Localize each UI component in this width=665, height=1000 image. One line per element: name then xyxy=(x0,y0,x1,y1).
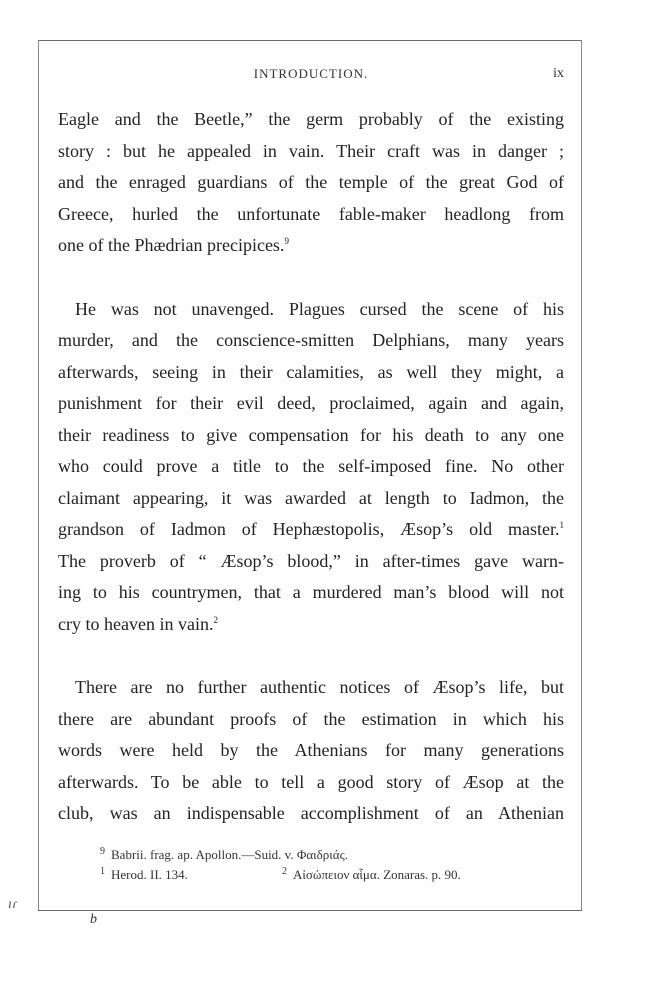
text-line: words were held by the Athenians for many generations xyxy=(58,740,564,760)
page-frame-right-rule xyxy=(581,40,582,910)
paragraph-gap xyxy=(58,262,564,294)
footnotes xyxy=(100,845,540,885)
text-line: afterwards. To be able to tell a good story of Æsop at the xyxy=(58,771,564,792)
footnote-inline xyxy=(282,865,461,885)
text-line: claimant appearing, it was awarded at length to Iadmon, the xyxy=(58,487,564,508)
page-frame-left-rule xyxy=(38,40,39,910)
footnote-ref: 1 xyxy=(559,520,564,530)
text-line: Greece, hurled the unfortunate fable-maker headlong from xyxy=(58,203,564,224)
footnote-ref: 9 xyxy=(284,236,289,246)
footnote-marker: 1 xyxy=(100,865,105,877)
text-line xyxy=(58,230,564,262)
text-line: ing to his countrymen, that a murdered man’s blood will not xyxy=(58,582,564,602)
text-line: Eagle and the Beetle,” the germ probably of the existing xyxy=(58,109,564,129)
footnote-ref: 2 xyxy=(213,614,218,625)
text-line: story : but he appealed in vain. Their craft was in danger ; xyxy=(58,140,564,161)
footnote-row xyxy=(100,865,540,885)
text-line: and the enraged guardians of the temple of the great God of xyxy=(58,172,564,192)
text-line: there are abundant proofs of the estimation in which his xyxy=(58,708,564,729)
text-line: There are no further authentic notices of Æsop’s life, but xyxy=(75,677,564,697)
text-line: punishment for their evil deed, proclaimed, again and again, xyxy=(58,393,564,413)
footnote-marker: 2 xyxy=(282,865,287,877)
running-head: INTRODUCTION. xyxy=(253,66,369,81)
footnote-marker: 9 xyxy=(100,845,105,857)
page-number: ix xyxy=(553,66,564,81)
text-line: their readiness to give compensation for his death to any one xyxy=(58,424,564,445)
text-line-content: cry to heaven in vain. xyxy=(58,613,214,634)
page-header xyxy=(58,66,564,86)
text-line: The proverb of “ Æsop’s blood,” in after-times gave warn- xyxy=(58,550,564,571)
text-line: club, was an indispensable accomplishment of an Athenian xyxy=(58,803,564,823)
text-line: murder, and the conscience-smitten Delphians, many years xyxy=(58,330,564,350)
footnote-text: Αἰσώπειον αἷμα. Zonaras. p. 90. xyxy=(293,867,461,882)
page-frame-bottom-rule xyxy=(38,910,582,911)
printer-signature-mark: b xyxy=(90,912,97,927)
margin-pencil-mark: ıɾ xyxy=(8,897,17,912)
footnote-text: Herod. II. 134. xyxy=(111,867,188,882)
paragraph-gap xyxy=(58,640,564,672)
text-line: who could prove a title to the self-imposed fine. No other xyxy=(58,456,564,476)
text-line xyxy=(58,514,564,546)
text-line-content: grandson of Iadmon of Hephæstopolis, Æsop’s old master. xyxy=(58,519,560,539)
body-text xyxy=(58,104,564,830)
footnote-row xyxy=(100,845,540,865)
footnote-text: Babrii. frag. ap. Apollon.—Suid. v. Φαιδριάς. xyxy=(111,847,348,862)
text-line-content: one of the Phædrian precipices. xyxy=(58,235,285,255)
text-line: afterwards, seeing in their calamities, as well they might, a xyxy=(58,361,564,382)
text-line: He was not unavenged. Plagues cursed the scene of his xyxy=(75,298,564,319)
text-line xyxy=(58,609,564,641)
page-frame-top-rule xyxy=(38,40,582,41)
